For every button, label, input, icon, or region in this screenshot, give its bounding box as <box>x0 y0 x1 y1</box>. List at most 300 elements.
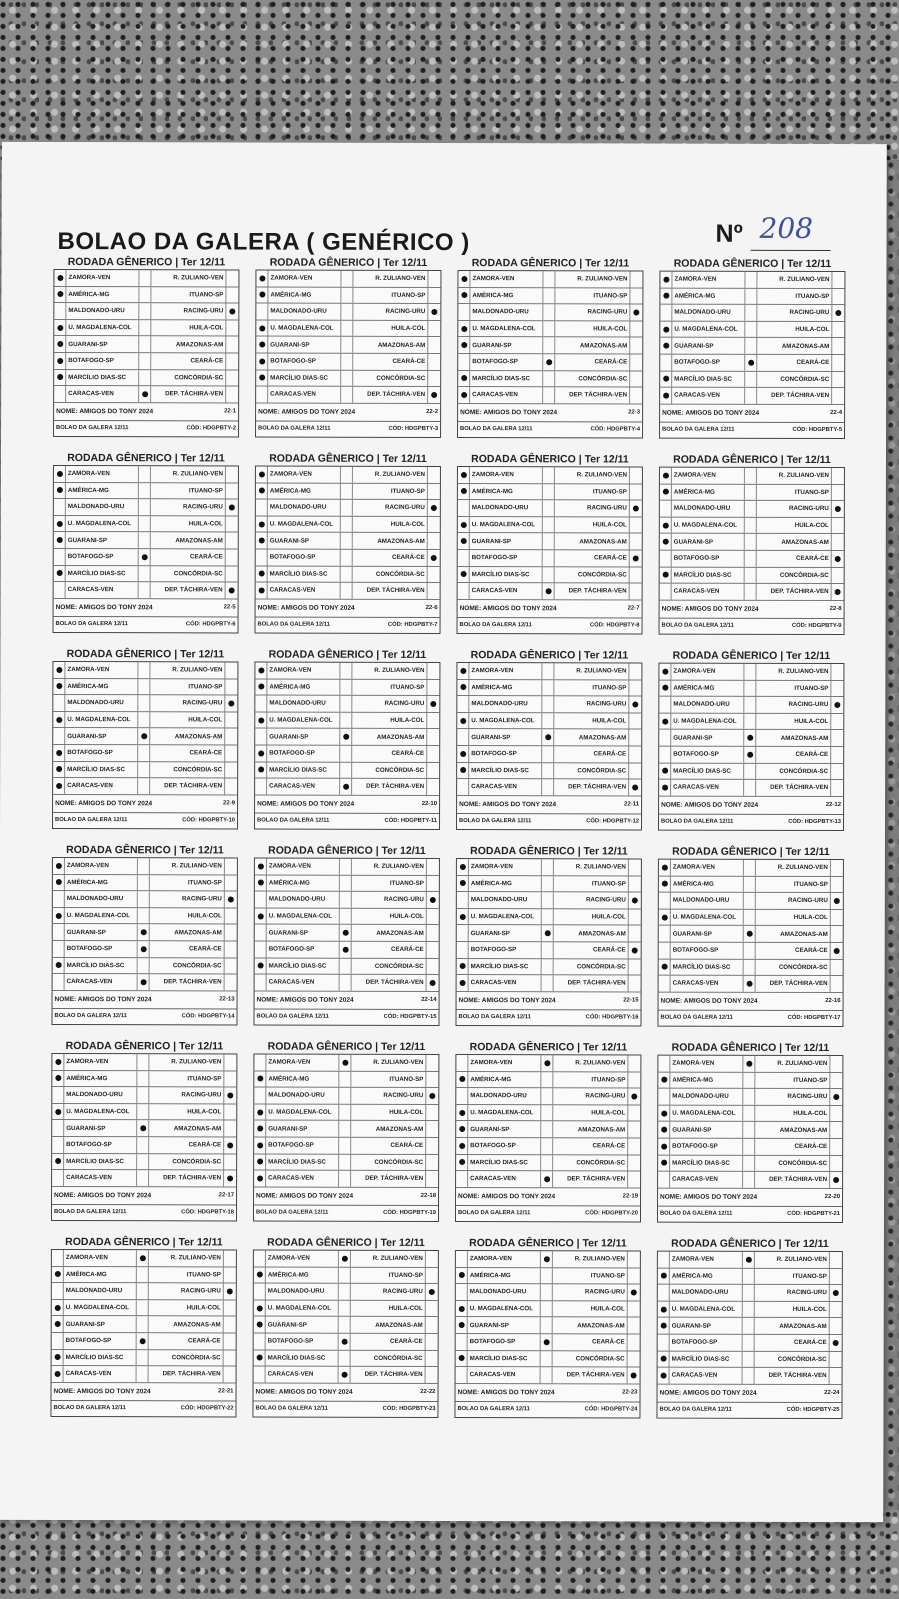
home-pick-box[interactable] <box>457 779 469 795</box>
home-pick-box[interactable] <box>660 567 672 583</box>
home-pick-box[interactable] <box>54 303 66 319</box>
away-pick-box[interactable] <box>628 1089 640 1105</box>
away-pick-box[interactable] <box>427 859 439 875</box>
away-pick-box[interactable] <box>225 958 237 974</box>
draw-pick-box[interactable] <box>542 909 554 925</box>
draw-pick-box[interactable] <box>341 387 353 403</box>
home-pick-box[interactable] <box>458 567 470 583</box>
home-pick-box[interactable] <box>659 909 671 925</box>
draw-pick-box[interactable] <box>339 1251 351 1267</box>
home-pick-box[interactable] <box>458 533 470 549</box>
home-pick-box[interactable] <box>457 696 469 712</box>
away-pick-box[interactable] <box>226 387 238 403</box>
draw-pick-box[interactable] <box>745 534 757 550</box>
draw-pick-box[interactable] <box>137 1087 149 1103</box>
home-pick-box[interactable] <box>659 860 671 876</box>
draw-pick-box[interactable] <box>138 941 150 957</box>
draw-pick-box[interactable] <box>745 551 757 567</box>
away-pick-box[interactable] <box>830 1252 842 1268</box>
home-pick-box[interactable] <box>256 467 268 483</box>
draw-pick-box[interactable] <box>744 860 756 876</box>
draw-pick-box[interactable] <box>340 729 352 745</box>
away-pick-box[interactable] <box>427 909 439 925</box>
home-pick-box[interactable] <box>458 467 470 483</box>
draw-pick-box[interactable] <box>339 1088 351 1104</box>
draw-pick-box[interactable] <box>339 1317 351 1333</box>
draw-pick-box[interactable] <box>340 713 352 729</box>
away-pick-box[interactable] <box>224 1300 236 1316</box>
home-pick-box[interactable] <box>256 583 268 599</box>
home-pick-box[interactable] <box>456 1251 468 1267</box>
draw-pick-box[interactable] <box>744 763 756 779</box>
away-pick-box[interactable] <box>224 1088 236 1104</box>
home-pick-box[interactable] <box>256 287 268 303</box>
away-pick-box[interactable] <box>226 500 238 516</box>
draw-pick-box[interactable] <box>339 1171 351 1187</box>
away-pick-box[interactable] <box>831 976 843 992</box>
away-pick-box[interactable] <box>831 960 843 976</box>
away-pick-box[interactable] <box>831 877 843 893</box>
home-pick-box[interactable] <box>659 680 671 696</box>
draw-pick-box[interactable] <box>744 664 756 680</box>
away-pick-box[interactable] <box>428 371 440 387</box>
draw-pick-box[interactable] <box>541 1318 553 1334</box>
home-pick-box[interactable] <box>658 1252 670 1268</box>
away-pick-box[interactable] <box>830 1073 842 1089</box>
away-pick-box[interactable] <box>427 763 439 779</box>
home-pick-box[interactable] <box>255 663 267 679</box>
home-pick-box[interactable] <box>254 1055 266 1071</box>
away-pick-box[interactable] <box>225 729 237 745</box>
away-pick-box[interactable] <box>831 780 843 796</box>
draw-pick-box[interactable] <box>743 1335 755 1351</box>
draw-pick-box[interactable] <box>542 975 554 991</box>
away-pick-box[interactable] <box>629 746 641 762</box>
away-pick-box[interactable] <box>832 568 844 584</box>
away-pick-box[interactable] <box>628 1155 640 1171</box>
draw-pick-box[interactable] <box>745 371 757 387</box>
draw-pick-box[interactable] <box>137 1350 149 1366</box>
home-pick-box[interactable] <box>458 271 470 287</box>
away-pick-box[interactable] <box>830 1139 842 1155</box>
away-pick-box[interactable] <box>225 941 237 957</box>
away-pick-box[interactable] <box>630 388 642 404</box>
draw-pick-box[interactable] <box>341 304 353 320</box>
draw-pick-box[interactable] <box>340 696 352 712</box>
home-pick-box[interactable] <box>256 304 268 320</box>
away-pick-box[interactable] <box>226 466 238 482</box>
away-pick-box[interactable] <box>226 370 238 386</box>
away-pick-box[interactable] <box>224 1317 236 1333</box>
draw-pick-box[interactable] <box>543 467 555 483</box>
draw-pick-box[interactable] <box>340 875 352 891</box>
home-pick-box[interactable] <box>458 550 470 566</box>
draw-pick-box[interactable] <box>743 1172 755 1188</box>
draw-pick-box[interactable] <box>743 1089 755 1105</box>
away-pick-box[interactable] <box>426 1251 438 1267</box>
home-pick-box[interactable] <box>658 1105 670 1121</box>
draw-pick-box[interactable] <box>341 483 353 499</box>
draw-pick-box[interactable] <box>339 1367 351 1383</box>
home-pick-box[interactable] <box>659 926 671 942</box>
away-pick-box[interactable] <box>629 893 641 909</box>
home-pick-box[interactable] <box>660 288 672 304</box>
away-pick-box[interactable] <box>426 1367 438 1383</box>
home-pick-box[interactable] <box>660 388 672 404</box>
draw-pick-box[interactable] <box>339 1301 351 1317</box>
home-pick-box[interactable] <box>659 780 671 796</box>
draw-pick-box[interactable] <box>340 958 352 974</box>
away-pick-box[interactable] <box>225 858 237 874</box>
draw-pick-box[interactable] <box>339 1267 351 1283</box>
home-pick-box[interactable] <box>256 337 268 353</box>
away-pick-box[interactable] <box>428 337 440 353</box>
away-pick-box[interactable] <box>426 1072 438 1088</box>
home-pick-box[interactable] <box>458 321 470 337</box>
away-pick-box[interactable] <box>225 892 237 908</box>
draw-pick-box[interactable] <box>542 696 554 712</box>
draw-pick-box[interactable] <box>542 680 554 696</box>
away-pick-box[interactable] <box>832 518 844 534</box>
draw-pick-box[interactable] <box>139 270 151 286</box>
away-pick-box[interactable] <box>831 764 843 780</box>
draw-pick-box[interactable] <box>339 1071 351 1087</box>
home-pick-box[interactable] <box>54 386 66 402</box>
away-pick-box[interactable] <box>224 1121 236 1137</box>
away-pick-box[interactable] <box>832 289 844 305</box>
draw-pick-box[interactable] <box>139 287 151 303</box>
away-pick-box[interactable] <box>629 876 641 892</box>
away-pick-box[interactable] <box>629 763 641 779</box>
away-pick-box[interactable] <box>629 976 641 992</box>
draw-pick-box[interactable] <box>137 1250 149 1266</box>
draw-pick-box[interactable] <box>541 1105 553 1121</box>
home-pick-box[interactable] <box>255 958 267 974</box>
home-pick-box[interactable] <box>456 1171 468 1187</box>
home-pick-box[interactable] <box>254 1104 266 1120</box>
away-pick-box[interactable] <box>427 746 439 762</box>
home-pick-box[interactable] <box>52 1250 64 1266</box>
away-pick-box[interactable] <box>225 662 237 678</box>
away-pick-box[interactable] <box>830 1368 842 1384</box>
draw-pick-box[interactable] <box>541 1171 553 1187</box>
away-pick-box[interactable] <box>832 388 844 404</box>
draw-pick-box[interactable] <box>138 891 150 907</box>
home-pick-box[interactable] <box>255 745 267 761</box>
draw-pick-box[interactable] <box>137 1300 149 1316</box>
away-pick-box[interactable] <box>428 467 440 483</box>
draw-pick-box[interactable] <box>542 942 554 958</box>
home-pick-box[interactable] <box>456 1317 468 1333</box>
draw-pick-box[interactable] <box>745 501 757 517</box>
draw-pick-box[interactable] <box>542 763 554 779</box>
draw-pick-box[interactable] <box>340 779 352 795</box>
draw-pick-box[interactable] <box>543 484 555 500</box>
home-pick-box[interactable] <box>660 272 672 288</box>
home-pick-box[interactable] <box>254 1367 266 1383</box>
home-pick-box[interactable] <box>660 355 672 371</box>
draw-pick-box[interactable] <box>543 371 555 387</box>
draw-pick-box[interactable] <box>339 1138 351 1154</box>
draw-pick-box[interactable] <box>745 584 757 600</box>
home-pick-box[interactable] <box>456 1334 468 1350</box>
away-pick-box[interactable] <box>628 1105 640 1121</box>
home-pick-box[interactable] <box>52 1104 64 1120</box>
draw-pick-box[interactable] <box>341 337 353 353</box>
away-pick-box[interactable] <box>630 305 642 321</box>
home-pick-box[interactable] <box>254 1121 266 1137</box>
home-pick-box[interactable] <box>659 747 671 763</box>
draw-pick-box[interactable] <box>542 663 554 679</box>
home-pick-box[interactable] <box>254 1284 266 1300</box>
home-pick-box[interactable] <box>53 778 65 794</box>
away-pick-box[interactable] <box>427 713 439 729</box>
draw-pick-box[interactable] <box>743 1368 755 1384</box>
away-pick-box[interactable] <box>629 680 641 696</box>
draw-pick-box[interactable] <box>138 778 150 794</box>
draw-pick-box[interactable] <box>542 713 554 729</box>
draw-pick-box[interactable] <box>340 859 352 875</box>
away-pick-box[interactable] <box>628 1055 640 1071</box>
away-pick-box[interactable] <box>427 876 439 892</box>
draw-pick-box[interactable] <box>137 1104 149 1120</box>
away-pick-box[interactable] <box>832 468 844 484</box>
home-pick-box[interactable] <box>658 1056 670 1072</box>
home-pick-box[interactable] <box>659 713 671 729</box>
away-pick-box[interactable] <box>830 1335 842 1351</box>
home-pick-box[interactable] <box>457 746 469 762</box>
draw-pick-box[interactable] <box>341 500 353 516</box>
home-pick-box[interactable] <box>256 500 268 516</box>
home-pick-box[interactable] <box>456 1351 468 1367</box>
home-pick-box[interactable] <box>457 959 469 975</box>
home-pick-box[interactable] <box>254 1154 266 1170</box>
draw-pick-box[interactable] <box>541 1122 553 1138</box>
away-pick-box[interactable] <box>224 1267 236 1283</box>
draw-pick-box[interactable] <box>138 958 150 974</box>
home-pick-box[interactable] <box>54 270 66 286</box>
draw-pick-box[interactable] <box>744 893 756 909</box>
draw-pick-box[interactable] <box>743 1072 755 1088</box>
home-pick-box[interactable] <box>658 1072 670 1088</box>
away-pick-box[interactable] <box>427 942 439 958</box>
draw-pick-box[interactable] <box>542 876 554 892</box>
home-pick-box[interactable] <box>659 976 671 992</box>
home-pick-box[interactable] <box>255 712 267 728</box>
home-pick-box[interactable] <box>658 1089 670 1105</box>
away-pick-box[interactable] <box>225 875 237 891</box>
away-pick-box[interactable] <box>832 485 844 501</box>
home-pick-box[interactable] <box>52 1087 64 1103</box>
draw-pick-box[interactable] <box>543 534 555 550</box>
home-pick-box[interactable] <box>256 271 268 287</box>
away-pick-box[interactable] <box>225 779 237 795</box>
draw-pick-box[interactable] <box>744 780 756 796</box>
draw-pick-box[interactable] <box>745 288 757 304</box>
draw-pick-box[interactable] <box>341 467 353 483</box>
home-pick-box[interactable] <box>458 500 470 516</box>
draw-pick-box[interactable] <box>744 747 756 763</box>
home-pick-box[interactable] <box>255 908 267 924</box>
home-pick-box[interactable] <box>456 1105 468 1121</box>
home-pick-box[interactable] <box>659 959 671 975</box>
away-pick-box[interactable] <box>628 1301 640 1317</box>
draw-pick-box[interactable] <box>339 1154 351 1170</box>
away-pick-box[interactable] <box>628 1334 640 1350</box>
away-pick-box[interactable] <box>226 516 238 532</box>
draw-pick-box[interactable] <box>543 567 555 583</box>
away-pick-box[interactable] <box>628 1072 640 1088</box>
away-pick-box[interactable] <box>428 288 440 304</box>
draw-pick-box[interactable] <box>341 354 353 370</box>
draw-pick-box[interactable] <box>744 680 756 696</box>
draw-pick-box[interactable] <box>743 1252 755 1268</box>
away-pick-box[interactable] <box>831 697 843 713</box>
home-pick-box[interactable] <box>254 1137 266 1153</box>
draw-pick-box[interactable] <box>543 387 555 403</box>
draw-pick-box[interactable] <box>139 466 151 482</box>
away-pick-box[interactable] <box>224 1350 236 1366</box>
home-pick-box[interactable] <box>53 695 65 711</box>
draw-pick-box[interactable] <box>139 370 151 386</box>
draw-pick-box[interactable] <box>138 662 150 678</box>
away-pick-box[interactable] <box>831 681 843 697</box>
home-pick-box[interactable] <box>458 371 470 387</box>
draw-pick-box[interactable] <box>340 909 352 925</box>
away-pick-box[interactable] <box>226 287 238 303</box>
away-pick-box[interactable] <box>428 583 440 599</box>
home-pick-box[interactable] <box>54 320 66 336</box>
away-pick-box[interactable] <box>629 859 641 875</box>
draw-pick-box[interactable] <box>542 959 554 975</box>
home-pick-box[interactable] <box>458 517 470 533</box>
away-pick-box[interactable] <box>831 730 843 746</box>
away-pick-box[interactable] <box>630 354 642 370</box>
home-pick-box[interactable] <box>53 662 65 678</box>
home-pick-box[interactable] <box>457 680 469 696</box>
draw-pick-box[interactable] <box>341 271 353 287</box>
home-pick-box[interactable] <box>256 370 268 386</box>
draw-pick-box[interactable] <box>138 695 150 711</box>
home-pick-box[interactable] <box>255 892 267 908</box>
home-pick-box[interactable] <box>54 549 66 565</box>
away-pick-box[interactable] <box>427 959 439 975</box>
home-pick-box[interactable] <box>658 1285 670 1301</box>
draw-pick-box[interactable] <box>137 1283 149 1299</box>
home-pick-box[interactable] <box>53 908 65 924</box>
away-pick-box[interactable] <box>427 975 439 991</box>
away-pick-box[interactable] <box>427 892 439 908</box>
home-pick-box[interactable] <box>660 551 672 567</box>
home-pick-box[interactable] <box>54 566 66 582</box>
away-pick-box[interactable] <box>224 1367 236 1383</box>
draw-pick-box[interactable] <box>541 1155 553 1171</box>
home-pick-box[interactable] <box>255 762 267 778</box>
home-pick-box[interactable] <box>457 713 469 729</box>
away-pick-box[interactable] <box>225 908 237 924</box>
away-pick-box[interactable] <box>630 550 642 566</box>
draw-pick-box[interactable] <box>339 1350 351 1366</box>
draw-pick-box[interactable] <box>341 550 353 566</box>
home-pick-box[interactable] <box>458 354 470 370</box>
away-pick-box[interactable] <box>426 1155 438 1171</box>
away-pick-box[interactable] <box>832 501 844 517</box>
away-pick-box[interactable] <box>831 747 843 763</box>
away-pick-box[interactable] <box>832 584 844 600</box>
draw-pick-box[interactable] <box>340 663 352 679</box>
away-pick-box[interactable] <box>630 338 642 354</box>
draw-pick-box[interactable] <box>138 925 150 941</box>
home-pick-box[interactable] <box>254 1317 266 1333</box>
away-pick-box[interactable] <box>630 288 642 304</box>
home-pick-box[interactable] <box>457 925 469 941</box>
away-pick-box[interactable] <box>832 305 844 321</box>
home-pick-box[interactable] <box>53 745 65 761</box>
draw-pick-box[interactable] <box>542 859 554 875</box>
home-pick-box[interactable] <box>53 974 65 990</box>
away-pick-box[interactable] <box>426 1301 438 1317</box>
away-pick-box[interactable] <box>426 1088 438 1104</box>
away-pick-box[interactable] <box>428 387 440 403</box>
home-pick-box[interactable] <box>456 1367 468 1383</box>
draw-pick-box[interactable] <box>745 468 757 484</box>
draw-pick-box[interactable] <box>137 1121 149 1137</box>
home-pick-box[interactable] <box>53 712 65 728</box>
home-pick-box[interactable] <box>254 1333 266 1349</box>
away-pick-box[interactable] <box>428 517 440 533</box>
home-pick-box[interactable] <box>52 1071 64 1087</box>
away-pick-box[interactable] <box>629 926 641 942</box>
home-pick-box[interactable] <box>456 1155 468 1171</box>
draw-pick-box[interactable] <box>137 1154 149 1170</box>
home-pick-box[interactable] <box>255 941 267 957</box>
home-pick-box[interactable] <box>54 516 66 532</box>
draw-pick-box[interactable] <box>139 582 151 598</box>
away-pick-box[interactable] <box>427 729 439 745</box>
draw-pick-box[interactable] <box>745 567 757 583</box>
draw-pick-box[interactable] <box>541 1268 553 1284</box>
away-pick-box[interactable] <box>830 1122 842 1138</box>
home-pick-box[interactable] <box>660 501 672 517</box>
away-pick-box[interactable] <box>428 304 440 320</box>
draw-pick-box[interactable] <box>542 926 554 942</box>
draw-pick-box[interactable] <box>744 876 756 892</box>
draw-pick-box[interactable] <box>543 271 555 287</box>
home-pick-box[interactable] <box>658 1318 670 1334</box>
draw-pick-box[interactable] <box>745 518 757 534</box>
away-pick-box[interactable] <box>628 1368 640 1384</box>
home-pick-box[interactable] <box>256 549 268 565</box>
home-pick-box[interactable] <box>658 1155 670 1171</box>
away-pick-box[interactable] <box>830 1156 842 1172</box>
home-pick-box[interactable] <box>54 483 66 499</box>
home-pick-box[interactable] <box>53 891 65 907</box>
away-pick-box[interactable] <box>428 500 440 516</box>
home-pick-box[interactable] <box>53 858 65 874</box>
away-pick-box[interactable] <box>831 860 843 876</box>
away-pick-box[interactable] <box>426 1121 438 1137</box>
away-pick-box[interactable] <box>426 1284 438 1300</box>
home-pick-box[interactable] <box>52 1154 64 1170</box>
draw-pick-box[interactable] <box>543 338 555 354</box>
away-pick-box[interactable] <box>630 321 642 337</box>
home-pick-box[interactable] <box>456 1138 468 1154</box>
away-pick-box[interactable] <box>630 467 642 483</box>
draw-pick-box[interactable] <box>341 370 353 386</box>
away-pick-box[interactable] <box>830 1089 842 1105</box>
home-pick-box[interactable] <box>456 1284 468 1300</box>
away-pick-box[interactable] <box>831 714 843 730</box>
